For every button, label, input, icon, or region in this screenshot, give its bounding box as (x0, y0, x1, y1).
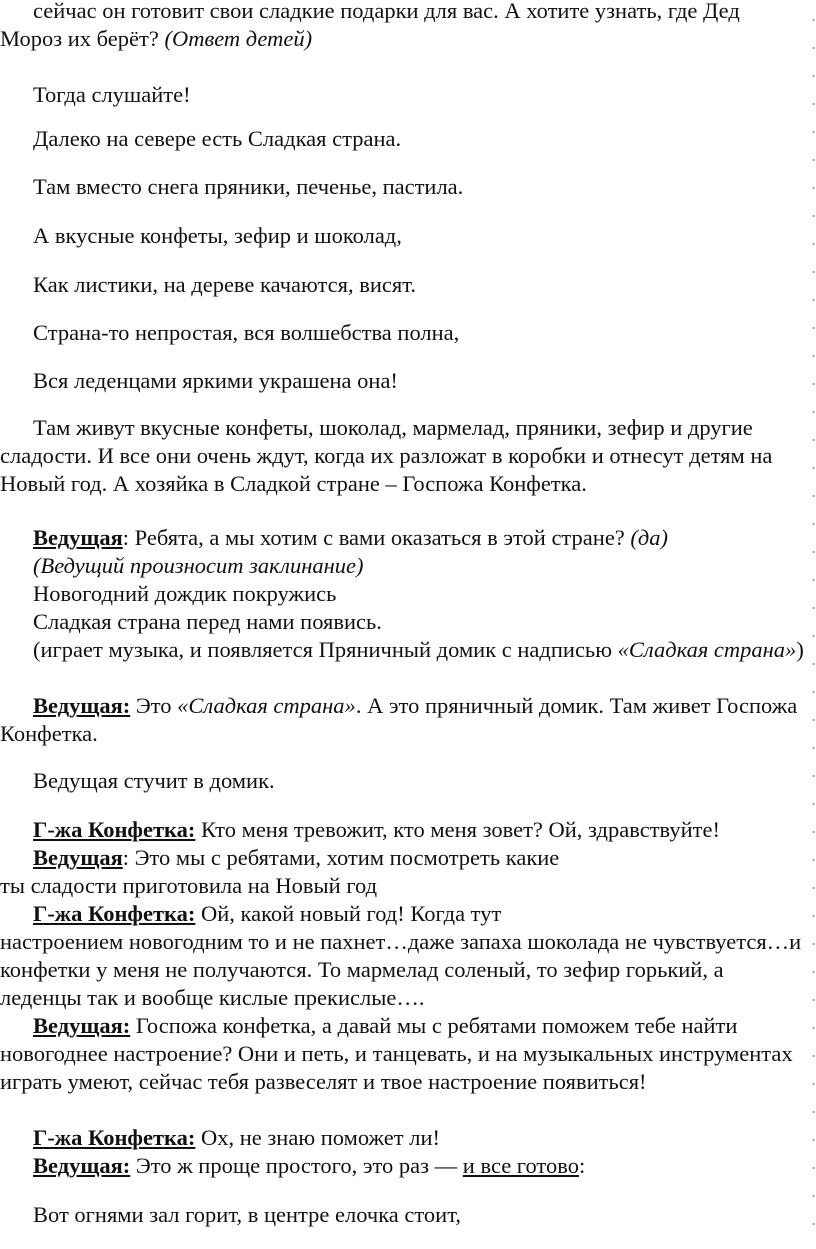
paragraph-19 (0, 900, 804, 928)
page-margin-dots (812, 0, 815, 1249)
paragraph-10 (0, 524, 804, 552)
paragraph-text: сейчас он готовит свои сладкие подарки для вас. А хотите узнать, где Дед Мороз их берёт? (0, 0, 740, 51)
paragraph-12: Новогодний дождик покружись (33, 581, 337, 606)
paragraph-text: : Это мы с ребятами, хотим посмотреть какие (122, 845, 560, 870)
paragraph-2: Тогда слушайте! (33, 82, 191, 107)
paragraph-text-end: ) (796, 637, 804, 662)
paragraph-18 (0, 844, 804, 872)
speaker-label: Ведущая: (33, 1013, 131, 1038)
speaker-label: Ведущая: (33, 1153, 131, 1178)
paragraph-text: Это (130, 693, 178, 718)
speaker-label: Ведущая (33, 525, 123, 550)
paragraph-text: Ой, какой новый год! Когда тут (195, 901, 502, 926)
paragraph-9: Там живут вкусные конфеты, шоколад, мармелад, пряники, зефир и другие сладости. И все они очень ждут, когда их разложат в коробки и отнесут детям на Новый год. А хозяйка в Сладкой стране – Госпожа Конфетка. (0, 415, 773, 496)
paragraph-13: Сладкая страна перед нами появись. (33, 609, 382, 634)
paragraph-22 (0, 1152, 804, 1180)
speaker-label: Г-жа Конфетка: (33, 901, 196, 926)
paragraph-16: Ведущая стучит в домик. (33, 768, 275, 793)
paragraph-19-continued: настроением новогодним то и не пахнет…даже запаха шоколада не чувствуется…и конфетки у меня не получаются. То мармелад соленый, то зефир горький, а леденцы так и вообще кислые прекислые…. (0, 929, 802, 1010)
paragraph-3: Далеко на севере есть Сладкая страна. (33, 126, 402, 151)
paragraph-text: (играет музыка, и появляется Пряничный домик с надписью (33, 637, 618, 662)
paragraph-text: Это ж проще простого, это раз — (130, 1153, 463, 1178)
paragraph-11: (Ведущий произносит заклинание) (33, 553, 364, 578)
paragraph-18-line-2: ты сладости приготовила на Новый год (0, 873, 378, 898)
paragraph-23: Вот огнями зал горит, в центре елочка стоит, (33, 1202, 461, 1227)
paragraph-20 (0, 1012, 804, 1096)
stage-note: (Ответ детей) (164, 26, 313, 51)
paragraph-7: Страна-то непростая, вся волшебства полна, (33, 320, 460, 345)
paragraph-text: Ох, не знаю поможет ли! (195, 1125, 441, 1150)
paragraph-text: Госпожа конфетка, а давай мы с ребятами поможем тебе найти новогоднее настроение? Они и петь, и танцевать, и на музыкальных инструментах играть умеют, сейчас тебя развеселят и твое настроение появиться! (0, 1013, 793, 1094)
speaker-label: Ведущая: (33, 693, 131, 718)
speaker-label: Г-жа Конфетка: (33, 817, 196, 842)
stage-note: «Сладкая страна» (617, 637, 797, 662)
paragraph-8: Вся леденцами яркими украшена она! (33, 368, 398, 393)
speaker-label: Ведущая (33, 845, 123, 870)
stage-note: «Сладкая страна» (177, 693, 356, 718)
stage-note: (да) (630, 525, 669, 550)
paragraph-text-end: : (578, 1153, 586, 1178)
paragraph-text: Кто меня тревожит, кто меня зовет? Ой, здравствуйте! (195, 817, 720, 842)
underlined-phrase: и все готово (462, 1153, 579, 1178)
paragraph-21 (0, 1124, 804, 1152)
paragraph-15 (0, 692, 804, 748)
paragraph-17 (0, 816, 804, 844)
paragraph-5: А вкусные конфеты, зефир и шоколад, (33, 223, 402, 248)
speaker-label: Г-жа Конфетка: (33, 1125, 196, 1150)
paragraph-text-2: . А это пряничный домик. Там живет Госпожа Конфетка. (0, 693, 798, 746)
paragraph-14 (0, 636, 804, 664)
paragraph-1 (0, 0, 804, 53)
paragraph-6: Как листики, на дереве качаются, висят. (33, 272, 416, 297)
paragraph-text: : Ребята, а мы хотим с вами оказаться в этой стране? (122, 525, 631, 550)
paragraph-4: Там вместо снега пряники, печенье, пастила. (33, 174, 464, 199)
